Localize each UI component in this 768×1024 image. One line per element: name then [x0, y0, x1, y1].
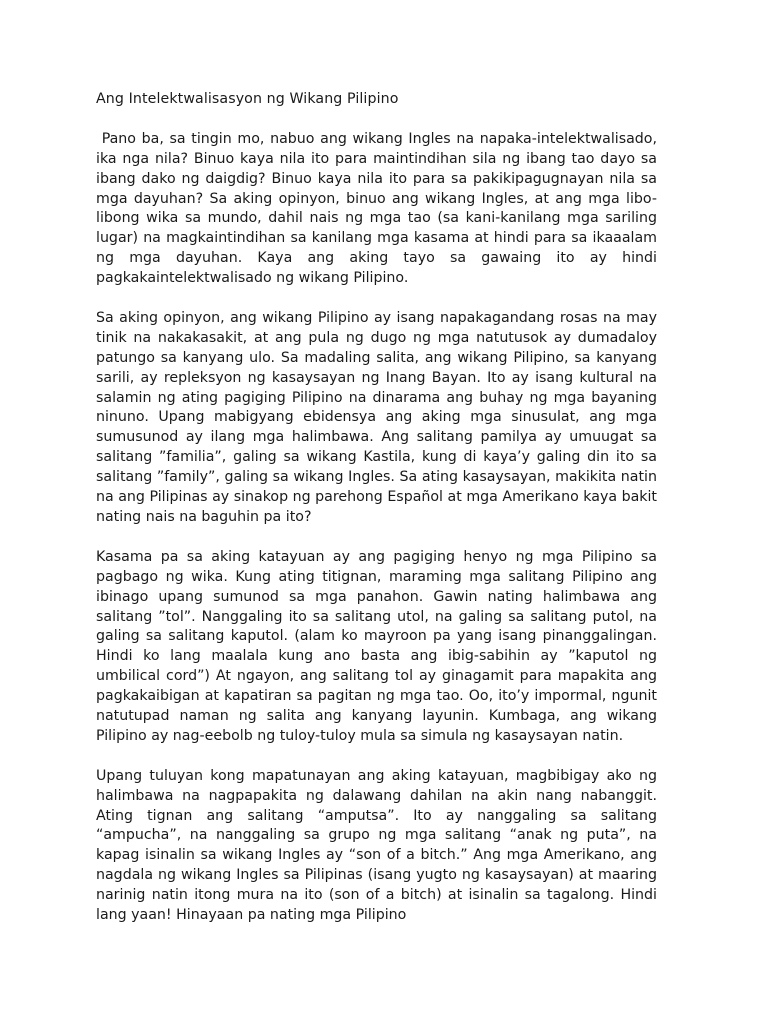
paragraph-2: Sa aking opinyon, ang wikang Pilipino ay isang napakagandang rosas na may tinik na nakakasakit, at ang pula ng dugo ng mga natutusok ay dumadaloy patungo sa kanyang ulo. Sa madaling salita, ang wikang Pilipino, sa kanyang sarili, ay repleksyon ng kasaysayan ng Inang Bayan. Ito ay isang kultural na salamin ng ating pagiging Pilipino na dinarama ang buhay ng mga bayaning ninuno. Upang mabigyang ebidensya ang aking mga sinusulat, ang mga sumusunod ay ilang mga halimbawa. Ang salitang pamilya ay umuugat sa salitang ”familia”, galing sa wikang Kastila, kung di kaya’y galing din ito sa salitang ”family”, galing sa wikang Ingles. Sa ating kasaysayan, makikita natin na ang Pilipinas ay sinakop ng parehong Español at mga Amerikano kaya bakit nating nais na baguhin pa ito?	[96, 309, 657, 525]
paragraph-1: Pano ba, sa tingin mo, nabuo ang wikang Ingles na napaka-intelektwalisado, ika nga nila? Binuo kaya nila ito para maintindihan sila ng ibang tao dayo sa ibang dako ng daigdig? Binuo kaya nila ito para sa pakikipagugnayan nila sa mga dayuhan? Sa aking opinyon, binuo ang wikang Ingles, at ang mga libo-libong wika sa mundo, dahil nais ng mga tao (sa kani-kanilang mga sariling lugar) na magkaintindihan sa kanilang mga kasama at hindi para sa ikaaalam ng mga dayuhan. Kaya ang aking tayo sa gawaing ito ay hindi pagkakaintelektwalisado ng wikang Pilipino.	[96, 130, 662, 287]
paragraph-4: Upang tuluyan kong mapatunayan ang aking katayuan, magbibigay ako ng halimbawa na nagpapakita ng dalawang dahilan na akin nang nabanggit. Ating tignan ang salitang “amputsa”. Ito ay nanggaling sa salitang “ampucha”, na nanggaling sa grupo ng mga salitang “anak ng puta”, na kapag isinalin sa wikang Ingles ay “son of a bitch.” Ang mga Amerikano, ang nagdala ng wikang Ingles sa Pilipinas (isang yugto ng kasaysayan) at maaring narinig natin itong mura na ito (son of a bitch) at isinalin sa tagalong. Hindi lang yaan! Hinayaan pa nating mga Pilipino	[96, 767, 657, 924]
document-page	[96, 90, 662, 946]
document-title: Ang Intelektwalisasyon ng Wikang Pilipino	[96, 91, 399, 107]
paragraph-3: Kasama pa sa aking katayuan ay ang pagiging henyo ng mga Pilipino sa pagbago ng wika. Kung ating titignan, maraming mga salitang Pilipino ang ibinago upang sumunod sa mga panahon. Gawin nating halimbawa ang salitang ”tol”. Nanggaling ito sa salitang utol, na galing sa salitang putol, na galing sa salitang kaputol. (alam ko mayroon pa yang isang pinanggalingan. Hindi ko lang maalala kung ano basta ang ibig-sabihin ay ”kaputol ng umbilical cord”) At ngayon, ang salitang tol ay ginagamit para mapakita ang pagkakaibigan at kapatiran sa pagitan ng mga tao. Oo, ito’y impormal, ngunit natutupad naman ng salita ang kanyang layunin. Kumbaga, ang wikang Pilipino ay nag-eebolb ng tuloy-tuloy mula sa simula ng kasaysayan natin.	[96, 548, 657, 744]
